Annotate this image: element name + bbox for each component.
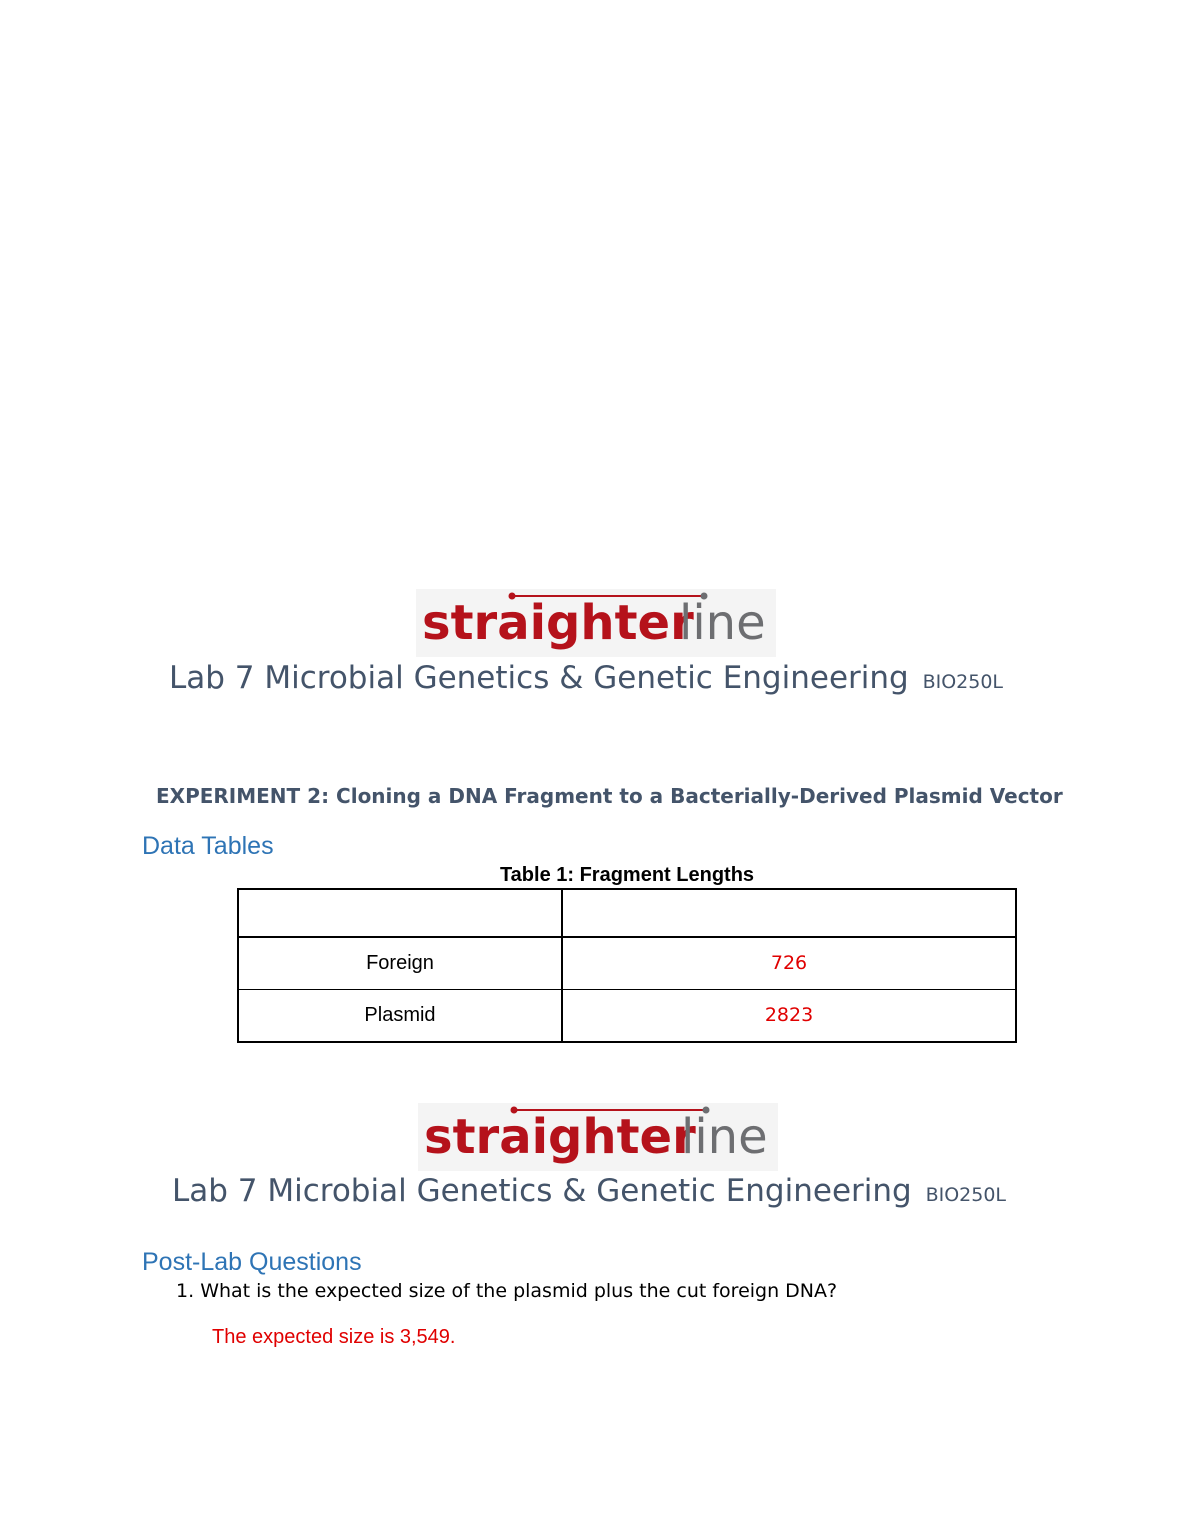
logo-text-light: line [679,595,766,651]
logo-text-main: straighter [422,595,694,651]
fragment-length [562,937,1016,990]
table-header-row [238,889,1016,937]
table-row [238,937,1016,990]
logo-graphic [416,589,776,657]
course-code: BIO250L [922,671,1004,693]
fragment-label: Foreign [238,937,562,990]
experiment-heading: EXPERIMENT 2: Cloning a DNA Fragment to a Bacterially-Derived Plasmid Vector [156,784,1063,808]
straighterline-logo [416,589,776,657]
logo-text-light: line [681,1109,768,1165]
question-text: What is the expected size of the plasmid plus the cut foreign DNA? [200,1280,838,1302]
question-number: 1. [176,1280,195,1302]
data-tables-heading: Data Tables [142,832,274,860]
logo-text-main: straighter [424,1109,696,1165]
answer-1: The expected size is 3,549. [212,1326,456,1348]
fragment-length [562,990,1016,1043]
lab-title-main: Lab 7 Microbial Genetics & Genetic Engineering [169,660,909,696]
course-code: BIO250L [925,1184,1007,1206]
fragment-length-value: 2823 [764,1004,814,1026]
post-lab-heading: Post-Lab Questions [142,1248,362,1276]
table-caption: Table 1: Fragment Lengths [499,864,755,886]
lab-title [169,660,1003,696]
fragment-label: Plasmid [238,990,562,1043]
logo-graphic [418,1103,778,1171]
question-1 [176,1280,837,1302]
lab-title-main: Lab 7 Microbial Genetics & Genetic Engineering [172,1173,912,1209]
fragment-length-value: 726 [770,952,808,974]
table-header-cell [562,889,1016,937]
table-row [238,990,1016,1043]
straighterline-logo [418,1103,778,1171]
fragment-lengths-table [237,888,1017,1043]
table-header-cell [238,889,562,937]
lab-title [172,1173,1006,1209]
